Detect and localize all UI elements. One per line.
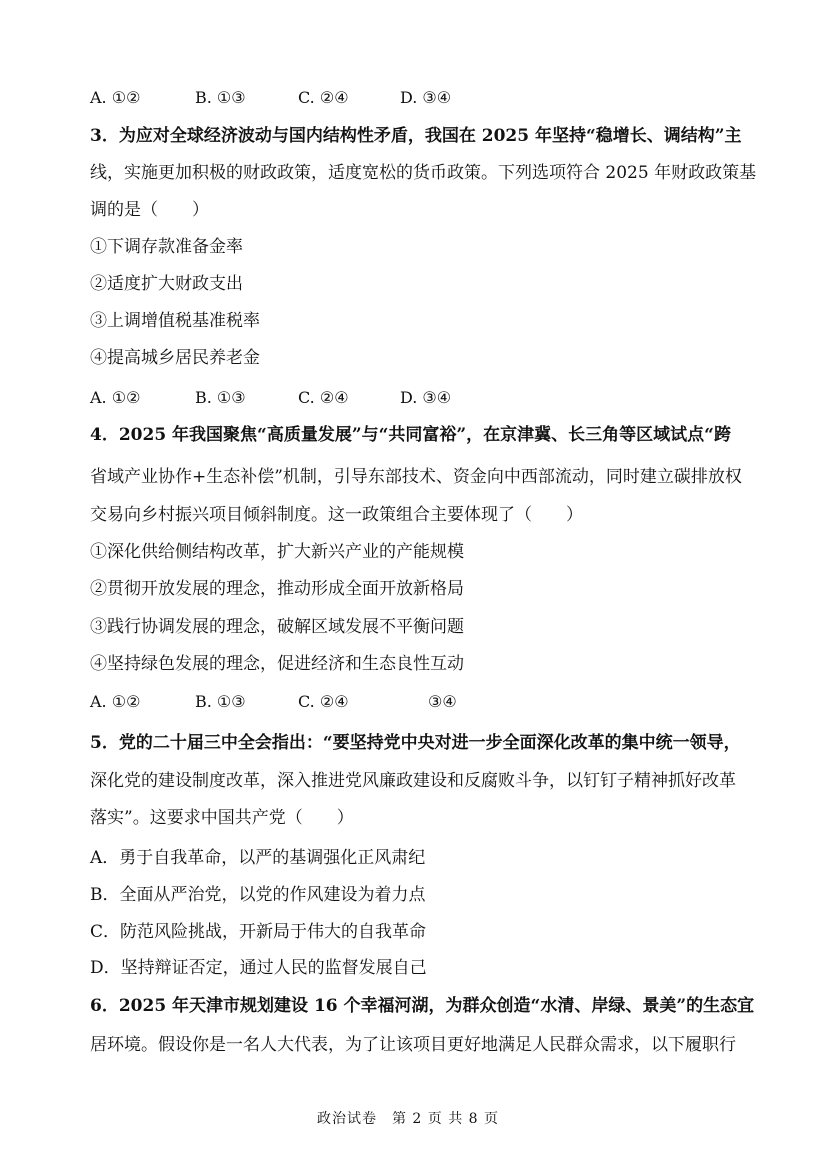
- q5-option-d: D．坚持辩证否定，通过人民的监督发展自己: [90, 958, 427, 978]
- q5-stem-line-2: 深化党的建设制度改革，深入推进党风廉政建设和反腐败斗争，以钉钉子精神抓好改革: [90, 771, 736, 791]
- q4-option-d: ③④: [428, 692, 457, 711]
- q4-option-a: A. ①②: [90, 692, 141, 711]
- q2-option-a: A. ①②: [90, 88, 141, 107]
- q4-option-b: B. ①③: [195, 692, 246, 711]
- q4-option-c: C. ②④: [298, 692, 349, 711]
- q3-option-c: C. ②④: [298, 388, 349, 407]
- q3-options: [90, 388, 690, 410]
- q3-item-3: ③上调增值税基准税率: [90, 311, 260, 331]
- q5-option-b: B．全面从严治党，以党的作风建设为着力点: [90, 885, 426, 905]
- q2-options: [90, 88, 690, 110]
- q5-option-a: A．勇于自我革命，以严的基调强化正风肃纪: [90, 848, 426, 868]
- q3-option-d: D. ③④: [400, 388, 452, 407]
- q3-option-a: A. ①②: [90, 388, 141, 407]
- q2-option-c: C. ②④: [298, 88, 349, 107]
- q4-item-2: ②贯彻开放发展的理念，推动形成全面开放新格局: [90, 579, 464, 599]
- q4-item-4: ④坚持绿色发展的理念，促进经济和生态良性互动: [90, 654, 464, 674]
- q4-stem-line-1: 4．2025 年我国聚焦“高质量发展”与“共同富裕”，在京津冀、长三角等区域试点“跨: [90, 425, 731, 445]
- q5-stem-line-1: 5．党的二十届三中全会指出：“要坚持党中央对进一步全面深化改革的集中统一领导，: [90, 733, 741, 753]
- q3-stem-line-1: 3．为应对全球经济波动与国内结构性矛盾，我国在 2025 年坚持“稳增长、调结构”主: [90, 126, 742, 146]
- q3-option-b: B. ①③: [195, 388, 246, 407]
- q4-stem-line-2: 省域产业协作+生态补偿”机制，引导东部技术、资金向中西部流动，同时建立碳排放权: [90, 467, 742, 487]
- q5-option-c: C．防范风险挑战，开新局于伟大的自我革命: [90, 922, 427, 942]
- q2-option-d: D. ③④: [400, 88, 452, 107]
- q3-stem-line-3: 调的是（ ）: [90, 200, 209, 220]
- q6-stem-line-2: 居环境。假设你是一名人大代表，为了让该项目更好地满足人民群众需求，以下履职行: [90, 1035, 736, 1055]
- q4-options: [90, 692, 690, 714]
- q3-stem-line-2: 线，实施更加积极的财政政策，适度宽松的货币政策。下列选项符合 2025 年财政政策基: [90, 163, 757, 183]
- q4-item-1: ①深化供给侧结构改革，扩大新兴产业的产能规模: [90, 542, 464, 562]
- q3-item-1: ①下调存款准备金率: [90, 237, 243, 257]
- q5-stem-line-3: 落实”。这要求中国共产党（ ）: [90, 808, 354, 828]
- q4-stem-line-3: 交易向乡村振兴项目倾斜制度。这一政策组合主要体现了（ ）: [90, 505, 583, 525]
- q6-stem-line-1: 6．2025 年天津市规划建设 16 个幸福河湖，为群众创造“水清、岸绿、景美”的生态宜: [90, 996, 755, 1016]
- q3-item-2: ②适度扩大财政支出: [90, 274, 243, 294]
- q4-item-3: ③践行协调发展的理念，破解区域发展不平衡问题: [90, 617, 464, 637]
- page-footer: 政治试卷 第 2 页 共 8 页: [316, 1111, 500, 1127]
- q3-item-4: ④提高城乡居民养老金: [90, 348, 260, 368]
- q2-option-b: B. ①③: [195, 88, 246, 107]
